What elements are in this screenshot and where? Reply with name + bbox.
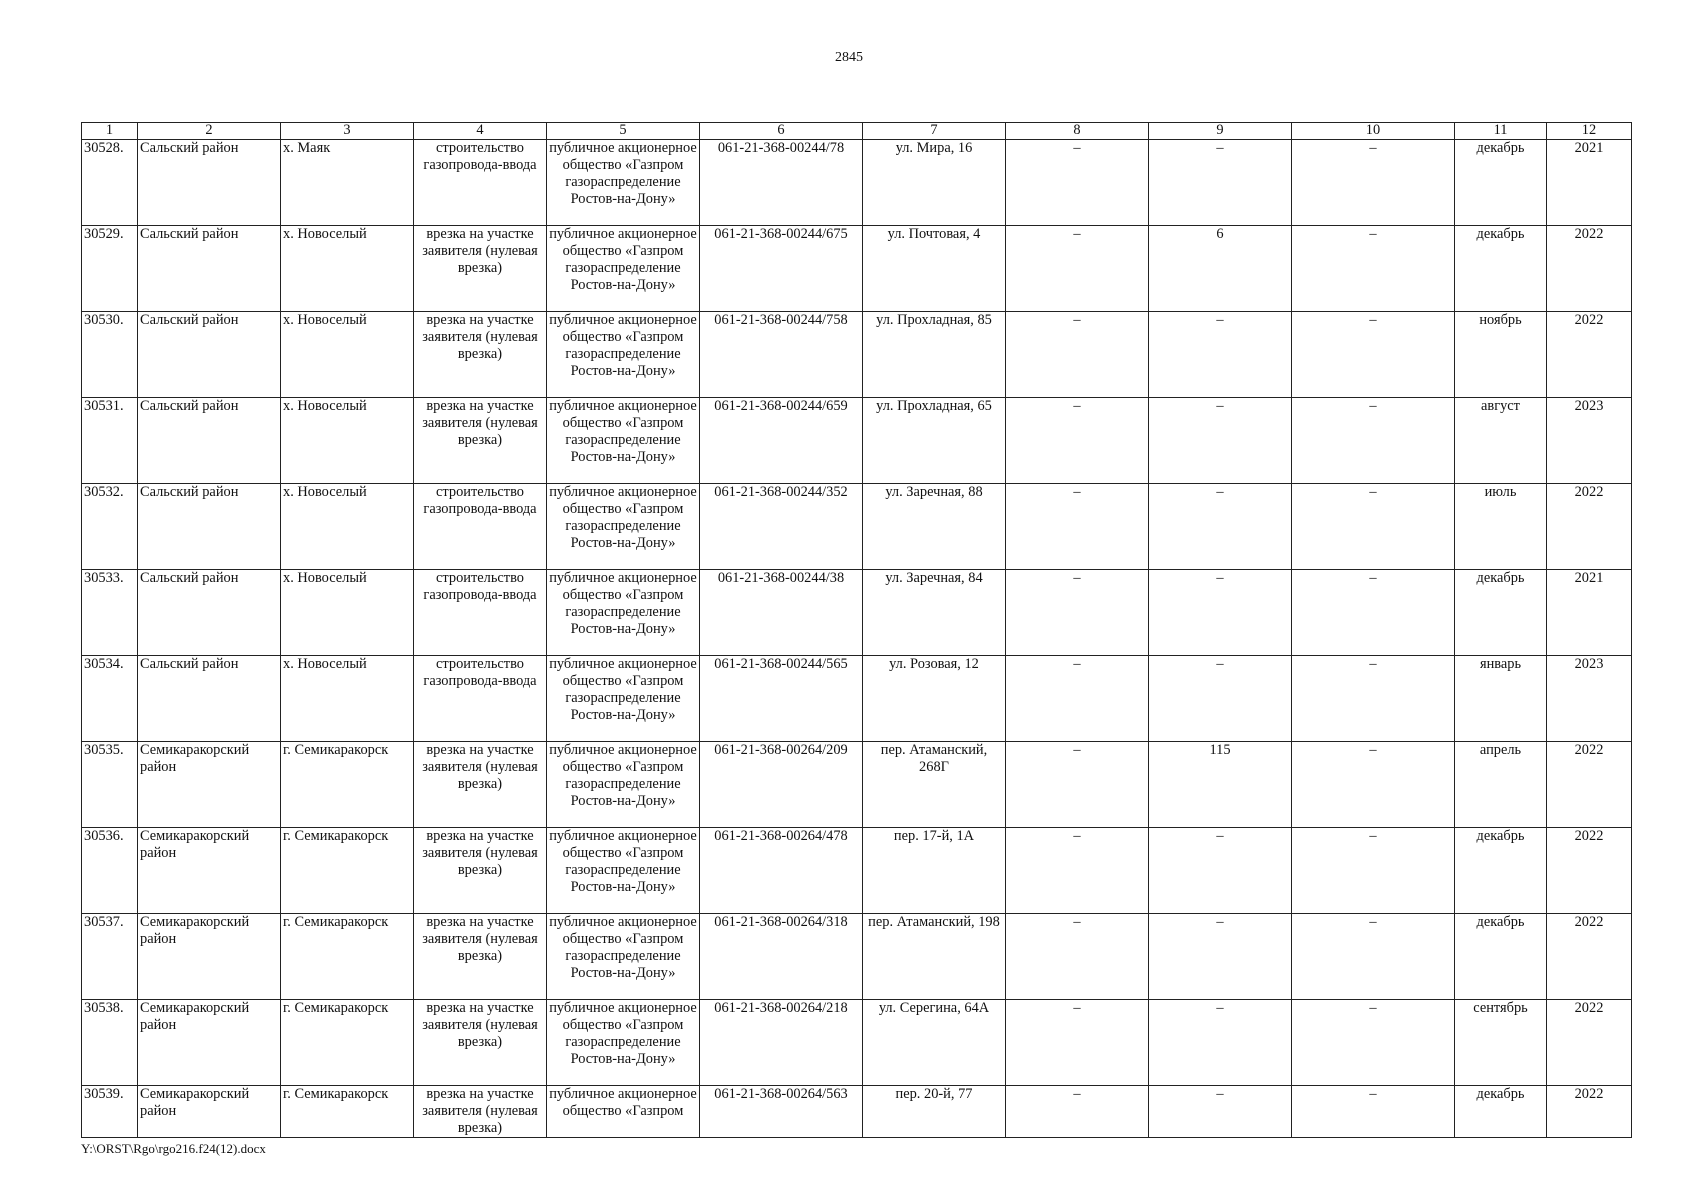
address-cell: ул. Мира, 16 <box>863 140 1006 226</box>
year-cell: 2022 <box>1547 742 1632 828</box>
organization-cell: публичное акционерное общество «Газпром газораспределение Ростов-на-Дону» <box>547 312 700 398</box>
col-9-value-cell: – <box>1149 140 1292 226</box>
work-type-cell: врезка на участке заявителя (нулевая врезка) <box>414 914 547 1000</box>
registration-number-cell: 061-21-368-00244/565 <box>700 656 863 742</box>
column-header: 3 <box>281 123 414 140</box>
address-cell: ул. Розовая, 12 <box>863 656 1006 742</box>
col-8-value-cell: – <box>1006 1086 1149 1138</box>
column-header: 6 <box>700 123 863 140</box>
registration-number-cell: 061-21-368-00264/478 <box>700 828 863 914</box>
district-cell: Семикаракорский район <box>138 914 281 1000</box>
table-row <box>82 656 1632 742</box>
registration-number-cell: 061-21-368-00244/758 <box>700 312 863 398</box>
table-row <box>82 1086 1632 1138</box>
col-9-value-cell: – <box>1149 398 1292 484</box>
table-row <box>82 140 1632 226</box>
year-cell: 2022 <box>1547 1000 1632 1086</box>
col-8-value-cell: – <box>1006 828 1149 914</box>
year-cell: 2022 <box>1547 226 1632 312</box>
work-type-cell: врезка на участке заявителя (нулевая врезка) <box>414 312 547 398</box>
work-type-cell: строительство газопровода-ввода <box>414 570 547 656</box>
column-header: 5 <box>547 123 700 140</box>
table-row <box>82 742 1632 828</box>
district-cell: Сальский район <box>138 398 281 484</box>
registration-number-cell: 061-21-368-00244/675 <box>700 226 863 312</box>
settlement-cell: г. Семикаракорск <box>281 828 414 914</box>
organization-cell: публичное акционерное общество «Газпром газораспределение Ростов-на-Дону» <box>547 656 700 742</box>
column-header: 9 <box>1149 123 1292 140</box>
month-cell: апрель <box>1455 742 1547 828</box>
settlement-cell: х. Новоселый <box>281 484 414 570</box>
work-type-cell: строительство газопровода-ввода <box>414 484 547 570</box>
address-cell: пер. Атаманский, 198 <box>863 914 1006 1000</box>
year-cell: 2023 <box>1547 656 1632 742</box>
table-row <box>82 1000 1632 1086</box>
column-header: 2 <box>138 123 281 140</box>
row-number-cell: 30536. <box>82 828 138 914</box>
organization-cell: публичное акционерное общество «Газпром газораспределение Ростов-на-Дону» <box>547 570 700 656</box>
registration-number-cell: 061-21-368-00264/209 <box>700 742 863 828</box>
organization-cell: публичное акционерное общество «Газпром газораспределение Ростов-на-Дону» <box>547 140 700 226</box>
col-10-value-cell: – <box>1292 484 1455 570</box>
settlement-cell: х. Новоселый <box>281 226 414 312</box>
district-cell: Семикаракорский район <box>138 828 281 914</box>
district-cell: Сальский район <box>138 312 281 398</box>
address-cell: ул. Почтовая, 4 <box>863 226 1006 312</box>
settlement-cell: х. Новоселый <box>281 656 414 742</box>
settlement-cell: г. Семикаракорск <box>281 1000 414 1086</box>
organization-cell: публичное акционерное общество «Газпром газораспределение Ростов-на-Дону» <box>547 742 700 828</box>
row-number-cell: 30538. <box>82 1000 138 1086</box>
settlement-cell: г. Семикаракорск <box>281 914 414 1000</box>
organization-cell: публичное акционерное общество «Газпром газораспределение Ростов-на-Дону» <box>547 828 700 914</box>
year-cell: 2023 <box>1547 398 1632 484</box>
col-8-value-cell: – <box>1006 742 1149 828</box>
col-8-value-cell: – <box>1006 1000 1149 1086</box>
address-cell: пер. 17-й, 1А <box>863 828 1006 914</box>
month-cell: январь <box>1455 656 1547 742</box>
page-number: 2845 <box>835 50 863 65</box>
column-header: 11 <box>1455 123 1547 140</box>
month-cell: июль <box>1455 484 1547 570</box>
row-number-cell: 30535. <box>82 742 138 828</box>
address-cell: пер. 20-й, 77 <box>863 1086 1006 1138</box>
settlement-cell: х. Новоселый <box>281 570 414 656</box>
col-9-value-cell: – <box>1149 828 1292 914</box>
row-number-cell: 30529. <box>82 226 138 312</box>
register-table <box>81 122 1632 1138</box>
address-cell: ул. Заречная, 88 <box>863 484 1006 570</box>
col-10-value-cell: – <box>1292 1086 1455 1138</box>
month-cell: декабрь <box>1455 570 1547 656</box>
settlement-cell: х. Новоселый <box>281 398 414 484</box>
organization-cell: публичное акционерное общество «Газпром газораспределение Ростов-на-Дону» <box>547 398 700 484</box>
month-cell: декабрь <box>1455 226 1547 312</box>
organization-cell: публичное акционерное общество «Газпром <box>547 1086 700 1138</box>
col-10-value-cell: – <box>1292 226 1455 312</box>
col-8-value-cell: – <box>1006 914 1149 1000</box>
settlement-cell: г. Семикаракорск <box>281 742 414 828</box>
col-9-value-cell: 6 <box>1149 226 1292 312</box>
col-10-value-cell: – <box>1292 398 1455 484</box>
registration-number-cell: 061-21-368-00244/352 <box>700 484 863 570</box>
col-10-value-cell: – <box>1292 828 1455 914</box>
month-cell: декабрь <box>1455 1086 1547 1138</box>
organization-cell: публичное акционерное общество «Газпром газораспределение Ростов-на-Дону» <box>547 1000 700 1086</box>
row-number-cell: 30534. <box>82 656 138 742</box>
col-10-value-cell: – <box>1292 742 1455 828</box>
table-row <box>82 484 1632 570</box>
organization-cell: публичное акционерное общество «Газпром газораспределение Ростов-на-Дону» <box>547 914 700 1000</box>
work-type-cell: строительство газопровода-ввода <box>414 656 547 742</box>
work-type-cell: врезка на участке заявителя (нулевая врезка) <box>414 828 547 914</box>
year-cell: 2022 <box>1547 828 1632 914</box>
district-cell: Семикаракорский район <box>138 742 281 828</box>
registration-number-cell: 061-21-368-00244/38 <box>700 570 863 656</box>
year-cell: 2022 <box>1547 1086 1632 1138</box>
address-cell: ул. Прохладная, 65 <box>863 398 1006 484</box>
row-number-cell: 30531. <box>82 398 138 484</box>
col-10-value-cell: – <box>1292 656 1455 742</box>
column-header: 1 <box>82 123 138 140</box>
registration-number-cell: 061-21-368-00244/78 <box>700 140 863 226</box>
col-10-value-cell: – <box>1292 312 1455 398</box>
column-header: 8 <box>1006 123 1149 140</box>
district-cell: Сальский район <box>138 484 281 570</box>
table-row <box>82 570 1632 656</box>
month-cell: декабрь <box>1455 140 1547 226</box>
column-header: 4 <box>414 123 547 140</box>
address-cell: пер. Атаманский, 268Г <box>863 742 1006 828</box>
registration-number-cell: 061-21-368-00264/563 <box>700 1086 863 1138</box>
row-number-cell: 30533. <box>82 570 138 656</box>
district-cell: Сальский район <box>138 570 281 656</box>
work-type-cell: врезка на участке заявителя (нулевая врезка) <box>414 226 547 312</box>
col-10-value-cell: – <box>1292 1000 1455 1086</box>
col-8-value-cell: – <box>1006 312 1149 398</box>
address-cell: ул. Заречная, 84 <box>863 570 1006 656</box>
table-row <box>82 914 1632 1000</box>
column-header: 12 <box>1547 123 1632 140</box>
row-number-cell: 30532. <box>82 484 138 570</box>
work-type-cell: строительство газопровода-ввода <box>414 140 547 226</box>
table-row <box>82 312 1632 398</box>
month-cell: ноябрь <box>1455 312 1547 398</box>
col-8-value-cell: – <box>1006 140 1149 226</box>
district-cell: Семикаракорский район <box>138 1000 281 1086</box>
month-cell: сентябрь <box>1455 1000 1547 1086</box>
work-type-cell: врезка на участке заявителя (нулевая врезка) <box>414 398 547 484</box>
month-cell: декабрь <box>1455 828 1547 914</box>
col-10-value-cell: – <box>1292 140 1455 226</box>
year-cell: 2021 <box>1547 140 1632 226</box>
col-9-value-cell: – <box>1149 656 1292 742</box>
district-cell: Семикаракорский район <box>138 1086 281 1138</box>
col-8-value-cell: – <box>1006 570 1149 656</box>
registration-number-cell: 061-21-368-00264/318 <box>700 914 863 1000</box>
registration-number-cell: 061-21-368-00244/659 <box>700 398 863 484</box>
registration-number-cell: 061-21-368-00264/218 <box>700 1000 863 1086</box>
column-header: 7 <box>863 123 1006 140</box>
organization-cell: публичное акционерное общество «Газпром газораспределение Ростов-на-Дону» <box>547 484 700 570</box>
row-number-cell: 30537. <box>82 914 138 1000</box>
settlement-cell: г. Семикаракорск <box>281 1086 414 1138</box>
organization-cell: публичное акционерное общество «Газпром газораспределение Ростов-на-Дону» <box>547 226 700 312</box>
col-9-value-cell: – <box>1149 484 1292 570</box>
year-cell: 2022 <box>1547 312 1632 398</box>
col-9-value-cell: – <box>1149 1000 1292 1086</box>
work-type-cell: врезка на участке заявителя (нулевая врезка) <box>414 742 547 828</box>
settlement-cell: х. Маяк <box>281 140 414 226</box>
row-number-cell: 30539. <box>82 1086 138 1138</box>
year-cell: 2022 <box>1547 484 1632 570</box>
col-8-value-cell: – <box>1006 398 1149 484</box>
district-cell: Сальский район <box>138 656 281 742</box>
col-10-value-cell: – <box>1292 570 1455 656</box>
col-8-value-cell: – <box>1006 226 1149 312</box>
row-number-cell: 30530. <box>82 312 138 398</box>
address-cell: ул. Серегина, 64А <box>863 1000 1006 1086</box>
work-type-cell: врезка на участке заявителя (нулевая врезка) <box>414 1000 547 1086</box>
district-cell: Сальский район <box>138 140 281 226</box>
row-number-cell: 30528. <box>82 140 138 226</box>
col-8-value-cell: – <box>1006 656 1149 742</box>
col-8-value-cell: – <box>1006 484 1149 570</box>
column-header: 10 <box>1292 123 1455 140</box>
table-row <box>82 828 1632 914</box>
footer-file-path: Y:\ORST\Rgo\rgo216.f24(12).docx <box>81 1141 266 1156</box>
col-9-value-cell: 115 <box>1149 742 1292 828</box>
month-cell: август <box>1455 398 1547 484</box>
table-row <box>82 398 1632 484</box>
month-cell: декабрь <box>1455 914 1547 1000</box>
header-row <box>82 123 1632 140</box>
district-cell: Сальский район <box>138 226 281 312</box>
col-10-value-cell: – <box>1292 914 1455 1000</box>
col-9-value-cell: – <box>1149 914 1292 1000</box>
year-cell: 2022 <box>1547 914 1632 1000</box>
settlement-cell: х. Новоселый <box>281 312 414 398</box>
table-row <box>82 226 1632 312</box>
year-cell: 2021 <box>1547 570 1632 656</box>
col-9-value-cell: – <box>1149 1086 1292 1138</box>
address-cell: ул. Прохладная, 85 <box>863 312 1006 398</box>
col-9-value-cell: – <box>1149 312 1292 398</box>
col-9-value-cell: – <box>1149 570 1292 656</box>
work-type-cell: врезка на участке заявителя (нулевая врезка) <box>414 1086 547 1138</box>
